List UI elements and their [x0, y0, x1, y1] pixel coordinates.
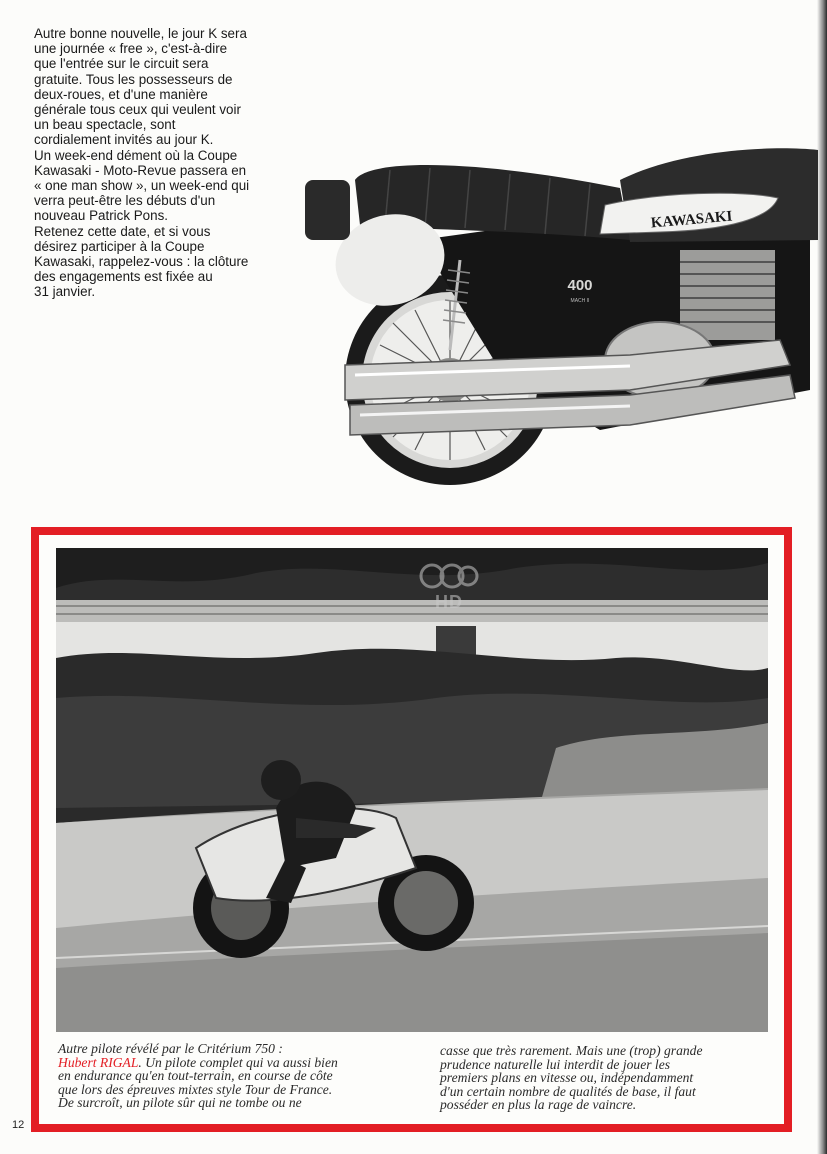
- intro-line: Retenez cette date, et si vous: [34, 223, 211, 239]
- tank-logo: KAWASAKI: [650, 208, 734, 232]
- intro-line: désirez participer à la Coupe: [34, 238, 205, 254]
- page-edge-shadow: [817, 0, 827, 1154]
- side-cover-model: MACH II: [570, 298, 590, 304]
- caption-first-line: [58, 1056, 403, 1070]
- caption-line: premiers plans en vitesse ou, indépendamment: [440, 1070, 694, 1086]
- intro-line: Kawasaki, rappelez-vous : la clôture: [34, 254, 249, 270]
- intro-line: 31 janvier.: [34, 284, 96, 300]
- rider-name: Hubert RIGAL: [58, 1054, 139, 1070]
- intro-line: gratuite. Tous les possesseurs de: [34, 71, 233, 87]
- intro-line: deux-roues, et d'une manière: [34, 86, 208, 102]
- intro-line: « one man show », un week-end qui: [34, 178, 250, 194]
- caption-line: posséder en plus la rage de vaincre.: [440, 1097, 637, 1113]
- caption-line: d'un certain nombre de qualités de base, il faut: [440, 1083, 696, 1099]
- watermark: [418, 562, 480, 618]
- race-photo: [56, 548, 768, 1032]
- intro-line: Autre bonne nouvelle, le jour K sera: [34, 26, 247, 41]
- caption-line: prudence naturelle lui interdit de jouer les: [440, 1056, 671, 1072]
- motorcycle-photo: [300, 130, 818, 500]
- intro-line: cordialement invités au jour K.: [34, 132, 214, 148]
- watermark-text: HD: [435, 592, 463, 612]
- page-number: 12: [12, 1119, 25, 1131]
- caption-tail: . Un pilote complet qui va aussi bien: [138, 1054, 338, 1070]
- side-cover-number: 400: [567, 277, 593, 294]
- intro-line: que l'entrée sur le circuit sera: [34, 56, 209, 72]
- caption-line: que lors des épreuves mixtes style Tour de France.: [58, 1081, 333, 1097]
- intro-line: générale tous ceux qui veulent voir: [34, 102, 241, 118]
- intro-line: un beau spectacle, sont: [34, 117, 176, 133]
- caption-line: De surcroît, un pilote sûr qui ne tombe ou ne: [58, 1095, 302, 1111]
- intro-line: nouveau Patrick Pons.: [34, 208, 168, 224]
- intro-line: des engagements est fixée au: [34, 269, 213, 285]
- intro-line: une journée « free », c'est-à-dire: [34, 41, 228, 57]
- caption-right: [440, 1044, 770, 1112]
- caption-line: casse que très rarement. Mais une (trop) grande: [440, 1043, 703, 1058]
- intro-text: [34, 26, 296, 300]
- caption-left: [58, 1042, 403, 1110]
- caption-line: en endurance qu'en tout-terrain, en course de côte: [58, 1068, 333, 1084]
- intro-line: Kawasaki - Moto-Revue passera en: [34, 162, 247, 178]
- intro-line: Un week-end dément où la Coupe: [34, 147, 238, 163]
- intro-line: verra peut-être les débuts d'un: [34, 193, 216, 209]
- caption-intro: Autre pilote révélé par le Critérium 750 :: [58, 1041, 283, 1056]
